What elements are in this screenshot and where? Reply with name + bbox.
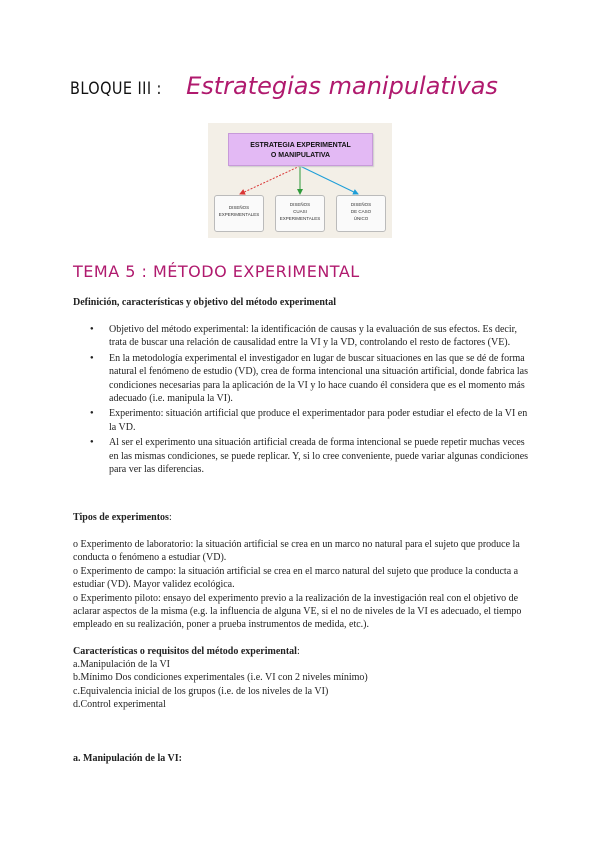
bloque-heading (70, 72, 498, 100)
box2-line1: DISEÑOS (289, 202, 311, 207)
box1-line1: DISEÑOS (228, 205, 250, 210)
box-caso-unico (336, 195, 386, 232)
req-d: d.Control experimental (73, 699, 166, 711)
bullet-replicar: ● Al ser el experimento una situación artificial creada de forma intencional se puede repetir muchas veces en las mismas condiciones, se puede replicar. Y, si lo cree conveniente, puede variar algunas condiciones para ver las diferencias. (90, 436, 530, 476)
bloque-title: Estrategias manipulativas (186, 72, 498, 100)
section1-bullets (90, 323, 530, 478)
strategy-diagram (208, 123, 392, 238)
section2-title-text: Tipos de experimentos (73, 512, 169, 523)
section3-list (73, 658, 533, 712)
req-b: b.Mínimo Dos condiciones experimentales (i.e. VI con 2 niveles mínimo) (73, 672, 368, 684)
bullet-experimento: ● Experimento: situación artificial que produce el experimentador para poder estudiar el efecto de la VI en la VD. (90, 407, 530, 434)
box3-line1: DISEÑOS (350, 202, 372, 207)
req-c: c.Equivalencia inicial de los grupos (i.e. de los niveles de la VI) (73, 685, 329, 697)
tipo-piloto: o Experimento piloto: ensayo del experimento previo a la realización de la investigación real con el objetivo de aclarar aspectos de la misma (e.g. la influencia de alguna VE, si el no de niveles de la VI es adecuado, el tiempo empleado en su realización, poner a prueba instrumentos de medida, etc.). (73, 592, 522, 631)
bullet-objetivo: ● Objetivo del método experimental: la identificación de causas y la evaluación de sus efectos. Es decir, trata de buscar una relación de causalidad entre la VI y la VD, controlando el resto de factores (VE). (90, 323, 530, 350)
box2-line3: EXPERIMENTALES (279, 216, 321, 221)
arrow-to-experimental (240, 166, 300, 194)
box2-line2: CUASI (293, 209, 307, 214)
section1-title: Definición, características y objetivo del método experimental (73, 297, 336, 308)
section3-title-colon: : (296, 646, 300, 657)
section3-title-text: Características o requisitos del método experimental (73, 646, 297, 657)
bullet-metodologia: ● En la metodología experimental el investigador en lugar de buscar situaciones en las que se dé de forma natural el fenómeno de estudio (VD), crea de forma intencional una situación artificial, donde fabrica las condiciones necesarias para la aplicación de la VI y lo hace cuando él considera que es el momento más adecuado (i.e. manipula la VI). (90, 352, 530, 406)
arrow-to-caso-unico (300, 166, 358, 194)
section2-list (73, 538, 533, 632)
box3-line2: DE CASO (350, 209, 372, 214)
bloque-prefix: BLOQUE III : (70, 79, 162, 99)
top-box (228, 133, 373, 166)
tipo-campo: o Experimento de campo: la situación artificial se crea en el marco natural del sujeto que produce la conducta a estudiar (VD). Mayor validez ecológica. (73, 565, 519, 591)
section2-title (73, 511, 172, 524)
section3-title (73, 645, 300, 658)
box3-line3: ÚNICO (353, 216, 369, 221)
tema-heading: TEMA 5 : MÉTODO EXPERIMENTAL (73, 262, 360, 281)
tipo-laboratorio: o Experimento de laboratorio: la situación artificial se crea en un marco no natural para el sujeto que produce la conducta o fenómeno a estudiar (VD). (73, 539, 520, 564)
top-box-line2: O MANIPULATIVA (270, 152, 331, 159)
top-box-line1: ESTRATEGIA EXPERIMENTAL (250, 142, 351, 149)
box-experimentales (214, 195, 264, 232)
section2-title-colon: : (168, 512, 172, 523)
box-cuasi-experimentales (275, 195, 325, 232)
req-a: a.Manipulación de la VI (73, 659, 171, 670)
box1-line2: EXPERIMENTALES (218, 212, 260, 217)
section4-title: a. Manipulación de la VI: (73, 753, 182, 764)
